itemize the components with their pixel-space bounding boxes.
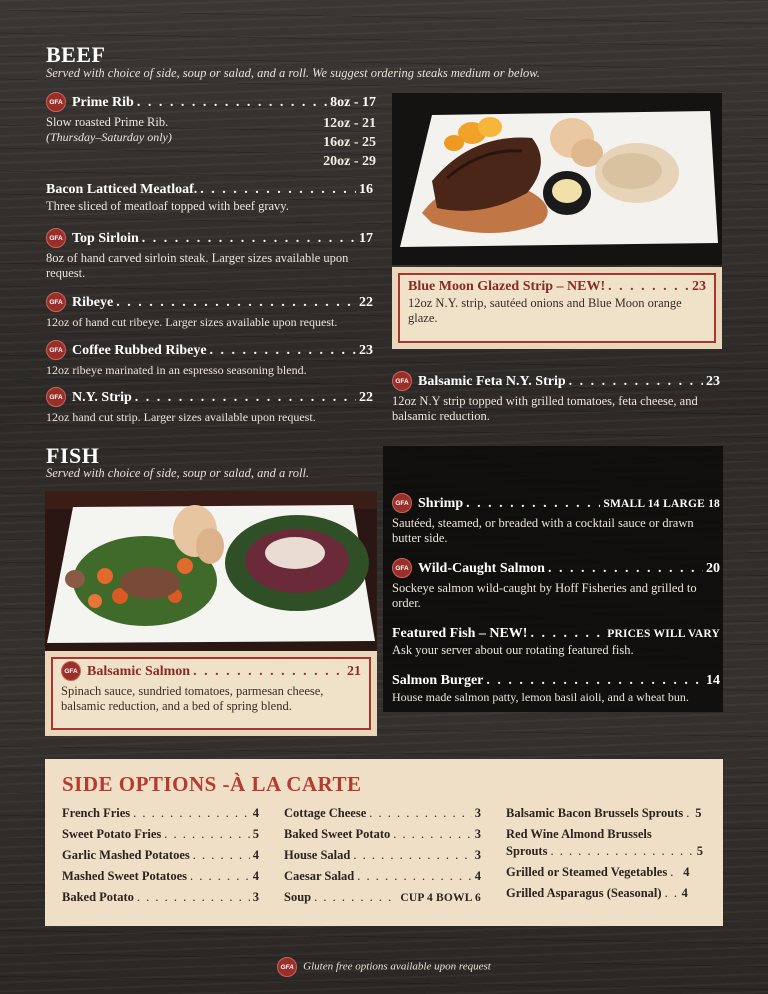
side-item: Balsamic Bacon Brussels Sprouts . . . 5: [506, 806, 703, 827]
menu-item-prime-rib: [46, 94, 376, 171]
side-options-box: [45, 759, 723, 926]
item-name: N.Y. Strip: [72, 390, 132, 405]
item-price: PRICES WILL VARY: [607, 628, 720, 640]
item-name: Shrimp: [418, 496, 464, 511]
item-name: Balsamic Feta N.Y. Strip: [418, 374, 566, 389]
beef-subtitle: Served with choice of side, soup or salad, and a roll. We suggest ordering steaks medium or below.: [46, 66, 540, 80]
item-description: 8oz of hand carved sirloin steak. Larger sizes available upon request.: [46, 251, 349, 280]
side-item: Caesar Salad . . . 4: [284, 869, 481, 890]
item-price-size: 16oz - 25: [323, 135, 376, 150]
item-price-large: LARGE 18: [663, 498, 720, 510]
side-item: Grilled Asparagus (Seasonal) . . . 4: [506, 886, 703, 907]
item-name: Blue Moon Glazed Strip – NEW!: [408, 279, 606, 294]
side-item: Sweet Potato Fries . . . 5: [62, 827, 259, 848]
item-description: House made salmon patty, lemon basil aioli, and a wheat bun.: [392, 690, 689, 704]
item-price-size: 20oz - 29: [323, 154, 376, 169]
gfa-badge-icon: GFA: [392, 493, 412, 513]
item-description: Sockeye salmon wild-caught by Hoff Fisheries and grilled to order.: [392, 581, 697, 610]
item-description: Three sliced of meatloaf topped with beef gravy.: [46, 199, 289, 213]
item-price: 23: [706, 374, 720, 389]
side-item: Soup . . . CUP 4 BOWL 6: [284, 890, 481, 911]
item-description: 12oz N.Y. strip, sautéed onions and Blue Moon orange glaze.: [408, 296, 682, 325]
item-price: 22: [359, 390, 373, 405]
gfa-badge-icon: GFA: [46, 228, 66, 248]
gfa-badge-icon: GFA: [46, 340, 66, 360]
menu-item-meatloaf: [46, 182, 373, 214]
item-name: Featured Fish – NEW!: [392, 626, 528, 641]
item-name: Top Sirloin: [72, 231, 139, 246]
side-item: Sprouts . . . 5: [506, 844, 703, 865]
side-column-3: [506, 806, 703, 907]
side-item: Grilled or Steamed Vegetables . . . 4: [506, 865, 703, 886]
gfa-badge-icon: GFA: [46, 92, 66, 112]
steak-plate-image: [392, 93, 722, 265]
side-item: Baked Potato . . . 3: [62, 890, 259, 911]
side-column-1: [62, 806, 259, 911]
item-description: Sautéed, steamed, or breaded with a cocktail sauce or drawn butter side.: [392, 516, 694, 545]
side-options-title: SIDE OPTIONS -À LA CARTE: [62, 772, 362, 796]
side-item: Garlic Mashed Potatoes . . . 4: [62, 848, 259, 869]
menu-item-salmon-burger: [392, 673, 720, 705]
item-availability: (Thursday–Saturday only): [46, 130, 172, 144]
gfa-badge-icon: GFA: [392, 371, 412, 391]
item-price: 22: [359, 295, 373, 310]
item-price: 23: [692, 279, 706, 294]
menu-item-ribeye: [46, 294, 373, 330]
menu-item-featured-fish: [392, 626, 720, 658]
item-price: 23: [359, 343, 373, 358]
side-item: Red Wine Almond Brussels: [506, 827, 652, 841]
item-description: 12oz N.Y strip topped with grilled tomatoes, feta cheese, and balsamic reduction.: [392, 394, 698, 423]
gfa-badge-icon: GFA: [46, 387, 66, 407]
salmon-plate-image: [45, 491, 377, 653]
side-item: House Salad . . . 3: [284, 848, 481, 869]
gfa-badge-icon: GFA: [392, 558, 412, 578]
salmon-photo: [45, 491, 377, 653]
item-price: 17: [359, 231, 373, 246]
item-price: 14: [706, 673, 720, 688]
gfa-badge-icon: GFA: [277, 957, 297, 977]
item-price: 21: [347, 664, 361, 679]
item-description: 12oz of hand cut ribeye. Larger sizes available upon request.: [46, 315, 338, 329]
side-column-2: [284, 806, 481, 911]
item-name: Ribeye: [72, 295, 114, 310]
item-price-size: 12oz - 21: [323, 116, 376, 131]
featured-balsamic-salmon-box: [45, 651, 377, 736]
side-item: Mashed Sweet Potatoes . . . 4: [62, 869, 259, 890]
item-description: 12oz hand cut strip. Larger sizes available upon request.: [46, 410, 316, 424]
item-name: Prime Rib: [72, 95, 134, 110]
fish-title: FISH: [46, 443, 100, 468]
item-name: Salmon Burger: [392, 673, 484, 688]
gfa-badge-icon: GFA: [61, 661, 81, 681]
gfa-badge-icon: GFA: [46, 292, 66, 312]
item-description: Ask your server about our rotating featured fish.: [392, 643, 634, 657]
featured-blue-moon-box: [392, 267, 722, 349]
menu-item-balsamic-feta: [392, 373, 720, 424]
gluten-free-note: Gluten free options available upon request: [303, 960, 491, 973]
beef-title: BEEF: [46, 42, 106, 67]
side-item: Cottage Cheese . . . 3: [284, 806, 481, 827]
item-name: Bacon Latticed Meatloaf.: [46, 182, 198, 197]
menu-item-ny-strip: [46, 389, 373, 425]
item-price: 16: [359, 182, 373, 197]
menu-item-shrimp: [392, 495, 720, 546]
footer-note: [0, 957, 768, 977]
menu-item-coffee-ribeye: [46, 342, 373, 378]
item-price: 20: [706, 561, 720, 576]
menu-item-wild-salmon: [392, 560, 720, 611]
item-name: Coffee Rubbed Ribeye: [72, 343, 207, 358]
item-description: Slow roasted Prime Rib.: [46, 115, 169, 129]
item-price: 8oz - 17: [330, 95, 376, 110]
item-name: Wild-Caught Salmon: [418, 561, 545, 576]
item-price-small: SMALL 14: [603, 498, 660, 510]
steak-photo: [392, 93, 722, 265]
side-item: French Fries . . . 4: [62, 806, 259, 827]
fish-subtitle: Served with choice of side, soup or salad, and a roll.: [46, 466, 310, 480]
item-description: 12oz ribeye marinated in an espresso seasoning blend.: [46, 363, 307, 377]
side-item: Baked Sweet Potato . . . 3: [284, 827, 481, 848]
item-name: Balsamic Salmon: [87, 664, 191, 679]
item-description: Spinach sauce, sundried tomatoes, parmesan cheese, balsamic reduction, and a bed of spring blend.: [61, 684, 324, 713]
menu-item-top-sirloin: [46, 230, 373, 281]
